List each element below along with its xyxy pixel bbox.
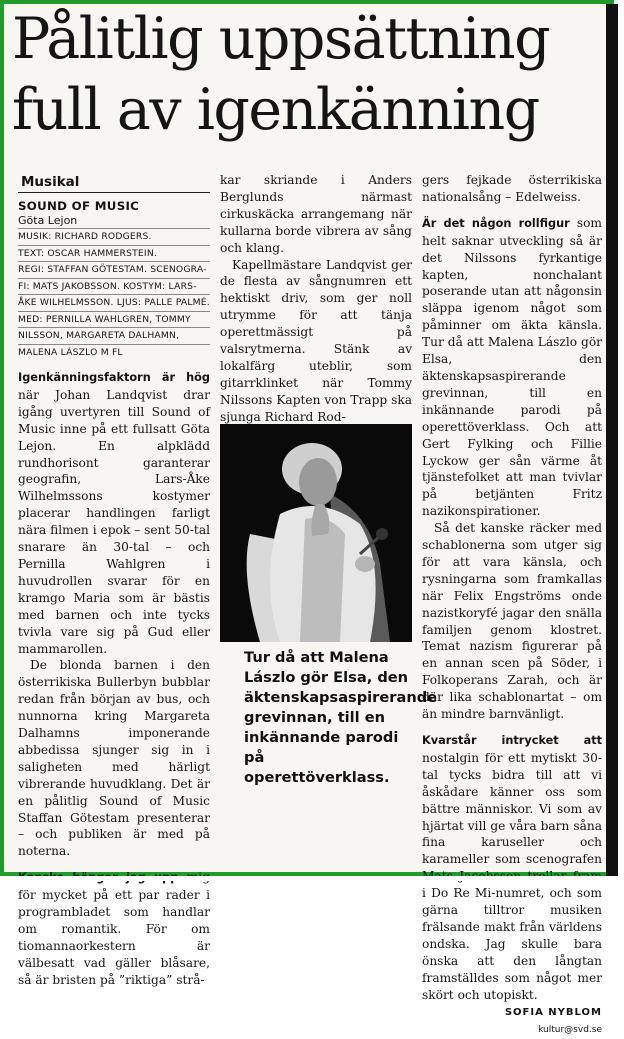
column-2 [220, 172, 412, 426]
column-3 [422, 172, 602, 1039]
paragraph: gers fejkade österrikiska nationalsång – Edelweiss. [422, 173, 602, 204]
credit-line: ÅKE WILHELMSSON. LJUS: PALLE PALMÉ. [18, 294, 210, 311]
credit-line: MALENA LÁSZLO M FL [18, 344, 210, 361]
credit-line: MUSIK: RICHARD RODGERS. [18, 228, 210, 245]
paragraph-text: när Johan Landqvist drar igång uvertyren till Sound of Music inne på ett fullsatt Göta Lejon. En alpklädd rundhorisont garanterar geografin, Lars-Åke Wilhelmssons kostymer placerar handlingen farligt nära filmen i epok – sent 50-tal snarare än 30-tal – och Pernilla Wahlgren i huvudrollen svarar för en kramgo Maria som är bästis med barnen och inte tycks tvivla vare sig på Gud eller mammarollen. [18, 387, 210, 656]
credit-line: FI: MATS JAKOBSSON. KOSTYM: LARS- [18, 278, 210, 295]
credit-line: REGI: STAFFAN GÖTESTAM. SCENOGRA- [18, 261, 210, 278]
scan-edge [606, 4, 618, 880]
paragraph-text: nostalgin för ett mytiskt 30-tal tycks bidra till att vi åskådare känner oss som bättre människor. Vi som av hjärtat vill ge våra barn såna fina karuseller och karameller som scenografen i Do Re Mi-numret, och som gärna tilltror musiken frälsande makt från världens ondska. Jag skulle bara önska att den långtan framställdes som något mer skört och utopiskt. [422, 750, 602, 1002]
section-label: Musikal [18, 172, 210, 193]
byline: SOFIA NYBLOM [504, 1006, 602, 1018]
paragraph [18, 369, 210, 657]
paragraph [422, 732, 602, 1004]
paragraph: kar skriande i Anders Berglunds närmast cirkuskäcka arrangemang när kullarna borde vibrera av sång och klang. [220, 173, 412, 255]
credit-line: MED: PERNILLA WAHLGREN, TOMMY [18, 311, 210, 328]
headline: Pålitlig uppsättning full av igenkänning [12, 6, 550, 143]
paragraph: Kapellmästare Landqvist ger de flesta av sångnumren ett hektiskt driv, som ger noll utrymme för att tänja operettmässigt på valsrytmerna. Stänk av lokalfärg uteblir, som gitarrklinket när Tommy Nilssons Kapten von Trapp ska sjunga Richard Rod- [220, 257, 412, 424]
paragraph: Så det kanske räcker med schablonerna som utger sig för att vara känsla, och rysningarna som framkallas när Felix Engströms onde nazistkoryfé jagar den snälla familjen genom klostret. Temat nazism figurerar på en annan scen på Söder, i Folkoperans Zarah, och är där lika schablonartat – om än mindre barnvänligt. [422, 521, 602, 722]
paragraph: De blonda barnen i den österrikiska Bullerbyn bubblar redan från början av bus, och nunnorna kring Margareta Dalhamns imponerande abbedissa sjunger sig in i saligheten med härligt vibrerande huvudklang. Det är en pålitlig Sound of Music Staffan Götestam presenterar – och publiken är med på noterna. [18, 658, 210, 859]
column-1 [18, 172, 210, 989]
paragraph-lead: Är det någon rollfigur [422, 216, 570, 230]
paragraph-text: som helt saknar utveckling så är det Nilssons fyrkantige kapten, nonchalant poserande utan att någonsin släppa igenom något som påminner om äkta känsla. Tur då att Malena Lászlo gör Elsa, den äktenskapsaspirerande grevinnan, till en inkännande parodi på operettöverklass. Och att Gert Fylking och Fillie Lyckow ger sån värme åt tjänstefolket att man tvivlar på betjänten Fritz nazikonspirationer. [422, 215, 602, 519]
paragraph-lead: Igenkänningsfaktorn är hög [18, 371, 210, 384]
venue: Göta Lejon [18, 213, 78, 227]
photo-illustration [220, 424, 412, 642]
author-email: kultur@svd.se [538, 1025, 602, 1036]
paragraph-lead: Kvarstår intrycket att [422, 734, 602, 747]
paragraph-text: för mycket på ett par rader i programbladet som handlar om romantik. För om tiomannaorkestern är välbesatt vad gäller blåsare, så är bristen på ”riktiga” strå- [18, 888, 210, 987]
paragraph [18, 869, 210, 988]
show-title: SOUND OF MUSIC [18, 199, 140, 213]
paragraph [422, 215, 602, 520]
credits-block [18, 228, 210, 360]
credit-line: NILSSON, MARGARETA DALHAMN, [18, 327, 210, 344]
performer-photo [220, 424, 412, 642]
page-margin [0, 876, 624, 881]
photo-caption: Tur då att Malena Lászlo gör Elsa, den äktenskapsaspirerande grevinnan, till en inkännande parodi på operettöverklass. [244, 649, 438, 786]
credit-line: TEXT: OSCAR HAMMERSTEIN. [18, 245, 210, 262]
